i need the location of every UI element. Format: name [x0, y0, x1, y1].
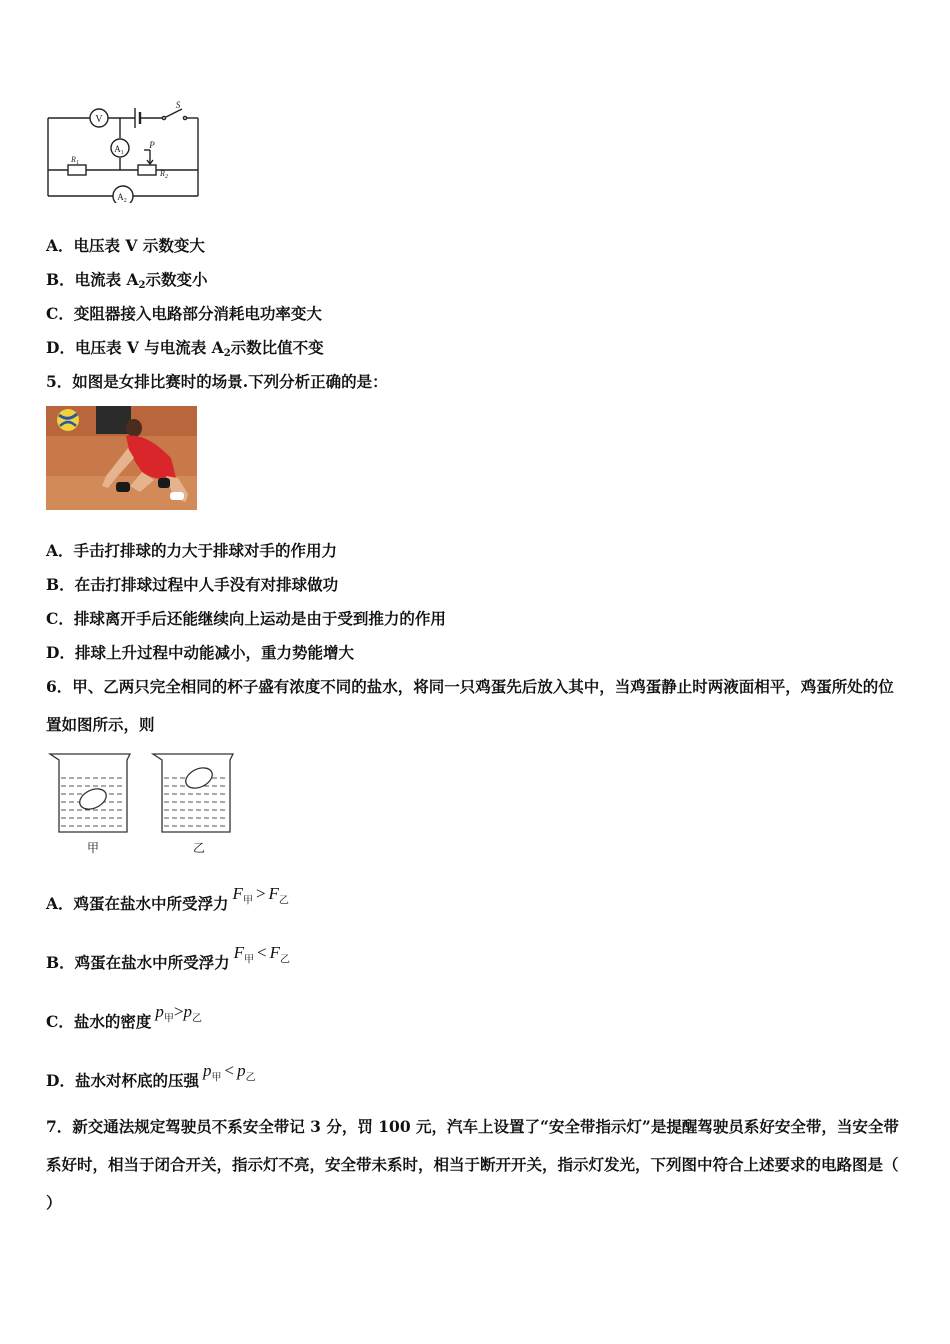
svg-text:A1: $A_1$ [114, 144, 124, 156]
q6-option-a: A．鸡蛋在盐水中所受浮力$F_甲 > F_乙$ [46, 884, 289, 913]
q7-stem: 7．新交通法规定驾驶员不系安全带记 3 分，罚 100 元，汽车上设置了“安全带指示灯”是提醒驾驶员系好安全带，当安全带系好时，相当于闭合开关，指示灯不亮，安全带未系时，相当于断开开关，指示灯发光，下列图中符合上述要求的电路图是（ ） [46, 1117, 899, 1212]
q5-option-c: C．排球离开手后还能继续向上运动是由于受到推力的作用 [46, 609, 446, 628]
svg-text:R1: $R_1$ [71, 155, 79, 166]
q4-option-c: C．变阻器接入电路部分消耗电功率变大 [46, 304, 322, 323]
beakers-diagram [45, 748, 245, 860]
volleyball-photo [46, 406, 197, 510]
svg-text:S: S [175, 100, 181, 110]
q5-option-d: D．排球上升过程中动能减小，重力势能增大 [46, 643, 354, 662]
q5-option-a: A．手击打排球的力大于排球对手的作用力 [46, 541, 338, 560]
egg-floating [183, 764, 216, 792]
q5-stem: 5．如图是女排比赛时的场景.下列分析正确的是： [46, 372, 388, 391]
q4-option-b: B．电流表 $A_2$示数变小 [46, 270, 208, 291]
q6-option-d: D．盐水对杯底的压强$p_甲 < p_乙$ [46, 1061, 256, 1090]
cup-label-jia: 甲 [86, 841, 100, 855]
q6-stem: 6．甲、乙两只完全相同的杯子盛有浓度不同的盐水，将同一只鸡蛋先后放入其中，当鸡蛋静止时两液面相平，鸡蛋所处的位置如图所示，则 [46, 677, 894, 734]
cup-label-yi: 乙 [192, 841, 206, 855]
egg-suspended [77, 785, 110, 813]
q5-option-b: B．在击打排球过程中人手没有对排球做功 [46, 575, 339, 594]
svg-text:R2: $R_2$ [160, 169, 168, 180]
svg-text:P: P [149, 140, 155, 150]
svg-text:A2: $A_2$ [117, 192, 127, 203]
svg-text:V: V [95, 114, 103, 125]
q4-option-a: A．电压表 V 示数变大 [46, 236, 205, 255]
q6-option-b: B．鸡蛋在盐水中所受浮力$F_甲 < F_乙$ [46, 943, 290, 972]
q4-option-d: D．电压表 V 与电流表 $A_2$示数比值不变 [46, 338, 324, 359]
circuit-diagram [40, 98, 210, 203]
q6-option-c: C．盐水的密度$p_甲>p_乙$ [46, 1002, 202, 1031]
